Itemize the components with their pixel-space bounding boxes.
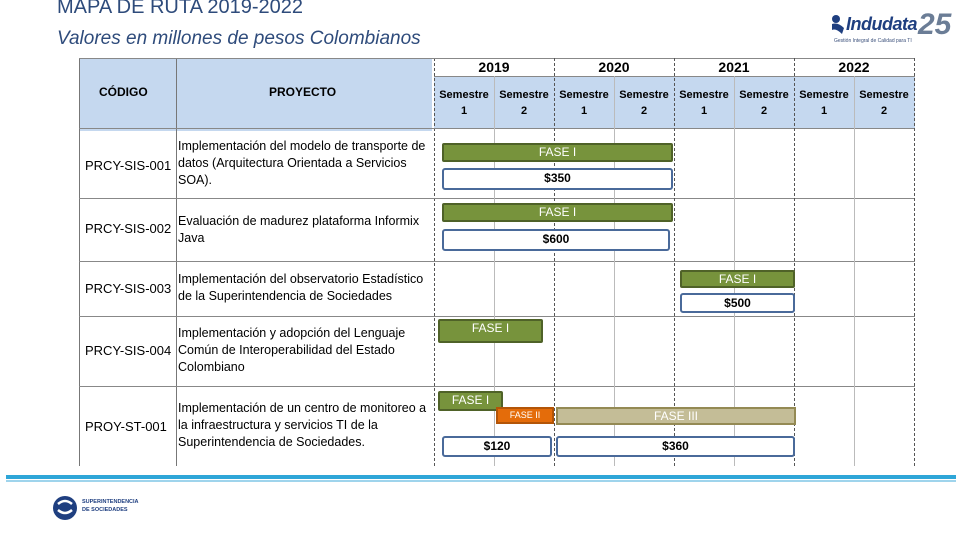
brand-number: 25 [918,8,952,41]
phase-bar: FASE I [442,203,673,222]
cost-box: $600 [442,229,670,251]
project-name: Implementación de un centro de monitoreo a la infraestructura y servicios TI de la Superintendencia de Sociedades. [178,400,434,451]
row-divider [79,198,915,199]
phase-bar: FASE I [442,143,673,162]
table-border-left [79,58,80,466]
footer-rule-light [6,480,956,482]
supersociedades-emblem-icon [52,490,78,526]
header-bottom-border [79,128,915,129]
project-name: Implementación y adopción del Lenguaje Común de Interoperabilidad del Estado Colombiano [178,325,434,376]
year-label: 2020 [598,59,630,75]
row-divider [79,261,915,262]
phase-bar: FASE III [556,407,796,425]
row-divider [79,316,915,317]
brand-tagline: Gestión Integral de Calidad para TI [834,38,912,44]
supersociedades-logo [52,490,152,528]
supersociedades-text: SUPERINTENDENCIA DE SOCIEDADES [82,499,139,513]
cost-box: $360 [556,436,795,457]
semester-gridline [794,58,795,466]
column-header-project: PROYECTO [269,85,337,99]
phase-bar: FASE I [438,319,543,343]
page-title: MAPA DE RUTA 2019-2022 [57,0,304,18]
semester-header: Semestre 2 [619,89,669,117]
footer-rule [6,475,956,479]
project-code: PROY-ST-001 [85,419,167,434]
row-divider [79,386,915,387]
semester-header: Semestre 2 [739,89,789,117]
semester-gridline [914,58,915,466]
project-name: Implementación del modelo de transporte de datos (Arquitectura Orientada a Servicios SOA). [178,138,434,189]
project-name: Evaluación de madurez plataforma Informix Java [178,213,434,247]
semester-header: Semestre 1 [439,89,489,117]
semester-gridline [554,58,555,466]
phase-bar: FASE I [680,270,795,288]
brand-name: Indudata [846,14,917,34]
cost-box: $120 [442,436,552,457]
cost-box: $350 [442,168,673,190]
roadmap-table [79,55,915,466]
column-divider [176,58,177,466]
phase-bar: FASE I [438,391,503,411]
project-code: PRCY-SIS-004 [85,343,172,358]
project-code: PRCY-SIS-001 [85,158,172,173]
phase-bar: FASE II [496,407,554,424]
semester-header: Semestre 1 [559,89,609,117]
project-name: Implementación del observatorio Estadístico de la Superintendencia de Sociedades [178,271,434,305]
indudata-logo [830,8,955,48]
semester-header: Semestre 1 [799,89,849,117]
year-label: 2022 [838,59,870,75]
year-label: 2021 [718,59,750,75]
page-subtitle: Valores en millones de pesos Colombianos [57,28,421,49]
semester-gridline [674,58,675,466]
column-header-code: CÓDIGO [99,85,148,99]
project-code: PRCY-SIS-003 [85,281,172,296]
semester-gridline [854,76,855,466]
indudata-mark-icon [830,14,846,36]
timeline-divider [434,58,435,466]
year-label: 2019 [478,59,510,75]
cost-box: $500 [680,293,795,313]
project-code: PRCY-SIS-002 [85,221,172,236]
semester-header: Semestre 2 [859,89,909,117]
semester-header: Semestre 1 [679,89,729,117]
semester-header: Semestre 2 [499,89,549,117]
